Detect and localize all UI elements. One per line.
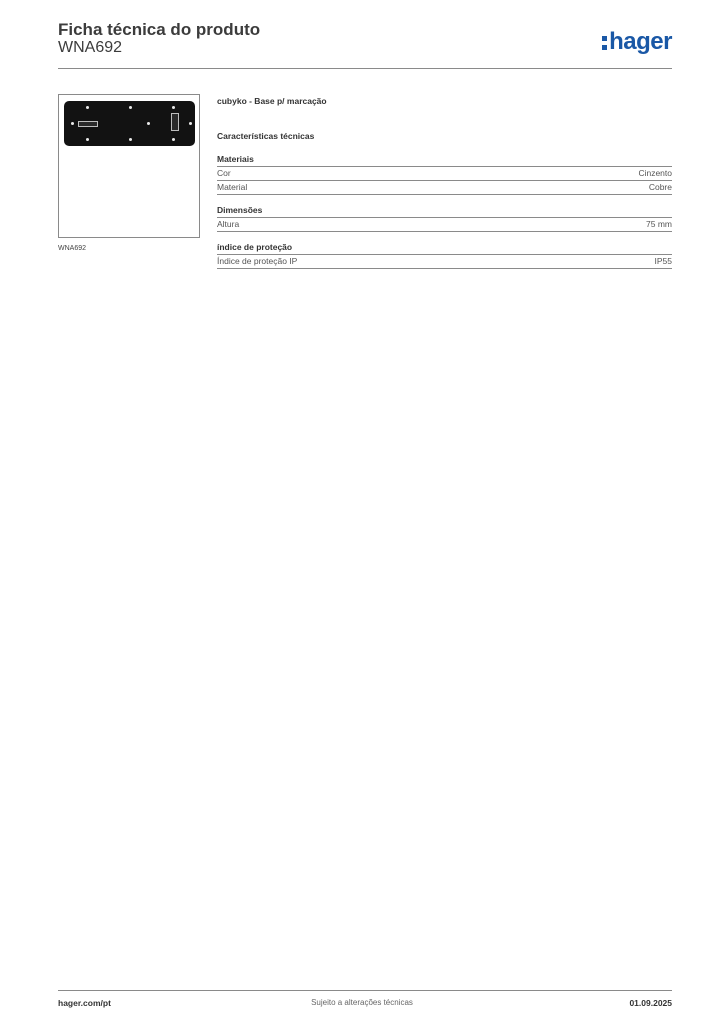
footer-note: Sujeito a alterações técnicas	[311, 998, 413, 1007]
section-title: Materiais	[217, 154, 672, 167]
section-title: Dimensões	[217, 205, 672, 218]
tech-heading: Características técnicas	[217, 131, 315, 141]
section-protection	[217, 242, 672, 269]
product-image-frame	[58, 94, 200, 238]
spec-label: Material	[217, 182, 248, 192]
spec-row	[217, 167, 672, 181]
section-dimensions	[217, 205, 672, 232]
logo-text: hager	[609, 28, 672, 55]
footer-date: 01.09.2025	[629, 998, 672, 1008]
spec-row	[217, 255, 672, 269]
spec-row	[217, 218, 672, 232]
page-title: Ficha técnica do produto	[58, 20, 261, 39]
product-image	[64, 101, 195, 146]
product-name: cubyko - Base p/ marcação	[217, 96, 327, 106]
product-details	[217, 96, 672, 279]
spec-row	[217, 181, 672, 195]
spec-label: Cor	[217, 168, 231, 178]
spec-label: Altura	[217, 219, 240, 229]
spec-value: 75 mm	[646, 219, 672, 229]
image-caption: WNA692	[58, 245, 87, 252]
spec-value: IP55	[654, 256, 672, 266]
product-code: WNA692	[58, 39, 123, 56]
footer-divider	[58, 990, 672, 991]
spec-label: Índice de proteção IP	[217, 256, 298, 266]
logo-colon-icon	[602, 36, 607, 50]
header-divider	[58, 68, 672, 69]
section-materials	[217, 154, 672, 195]
section-title: índice de proteção	[217, 242, 672, 255]
hager-logo	[602, 28, 672, 56]
footer-website: hager.com/pt	[58, 998, 111, 1008]
spec-value: Cobre	[648, 182, 672, 192]
spec-value: Cinzento	[638, 168, 672, 178]
